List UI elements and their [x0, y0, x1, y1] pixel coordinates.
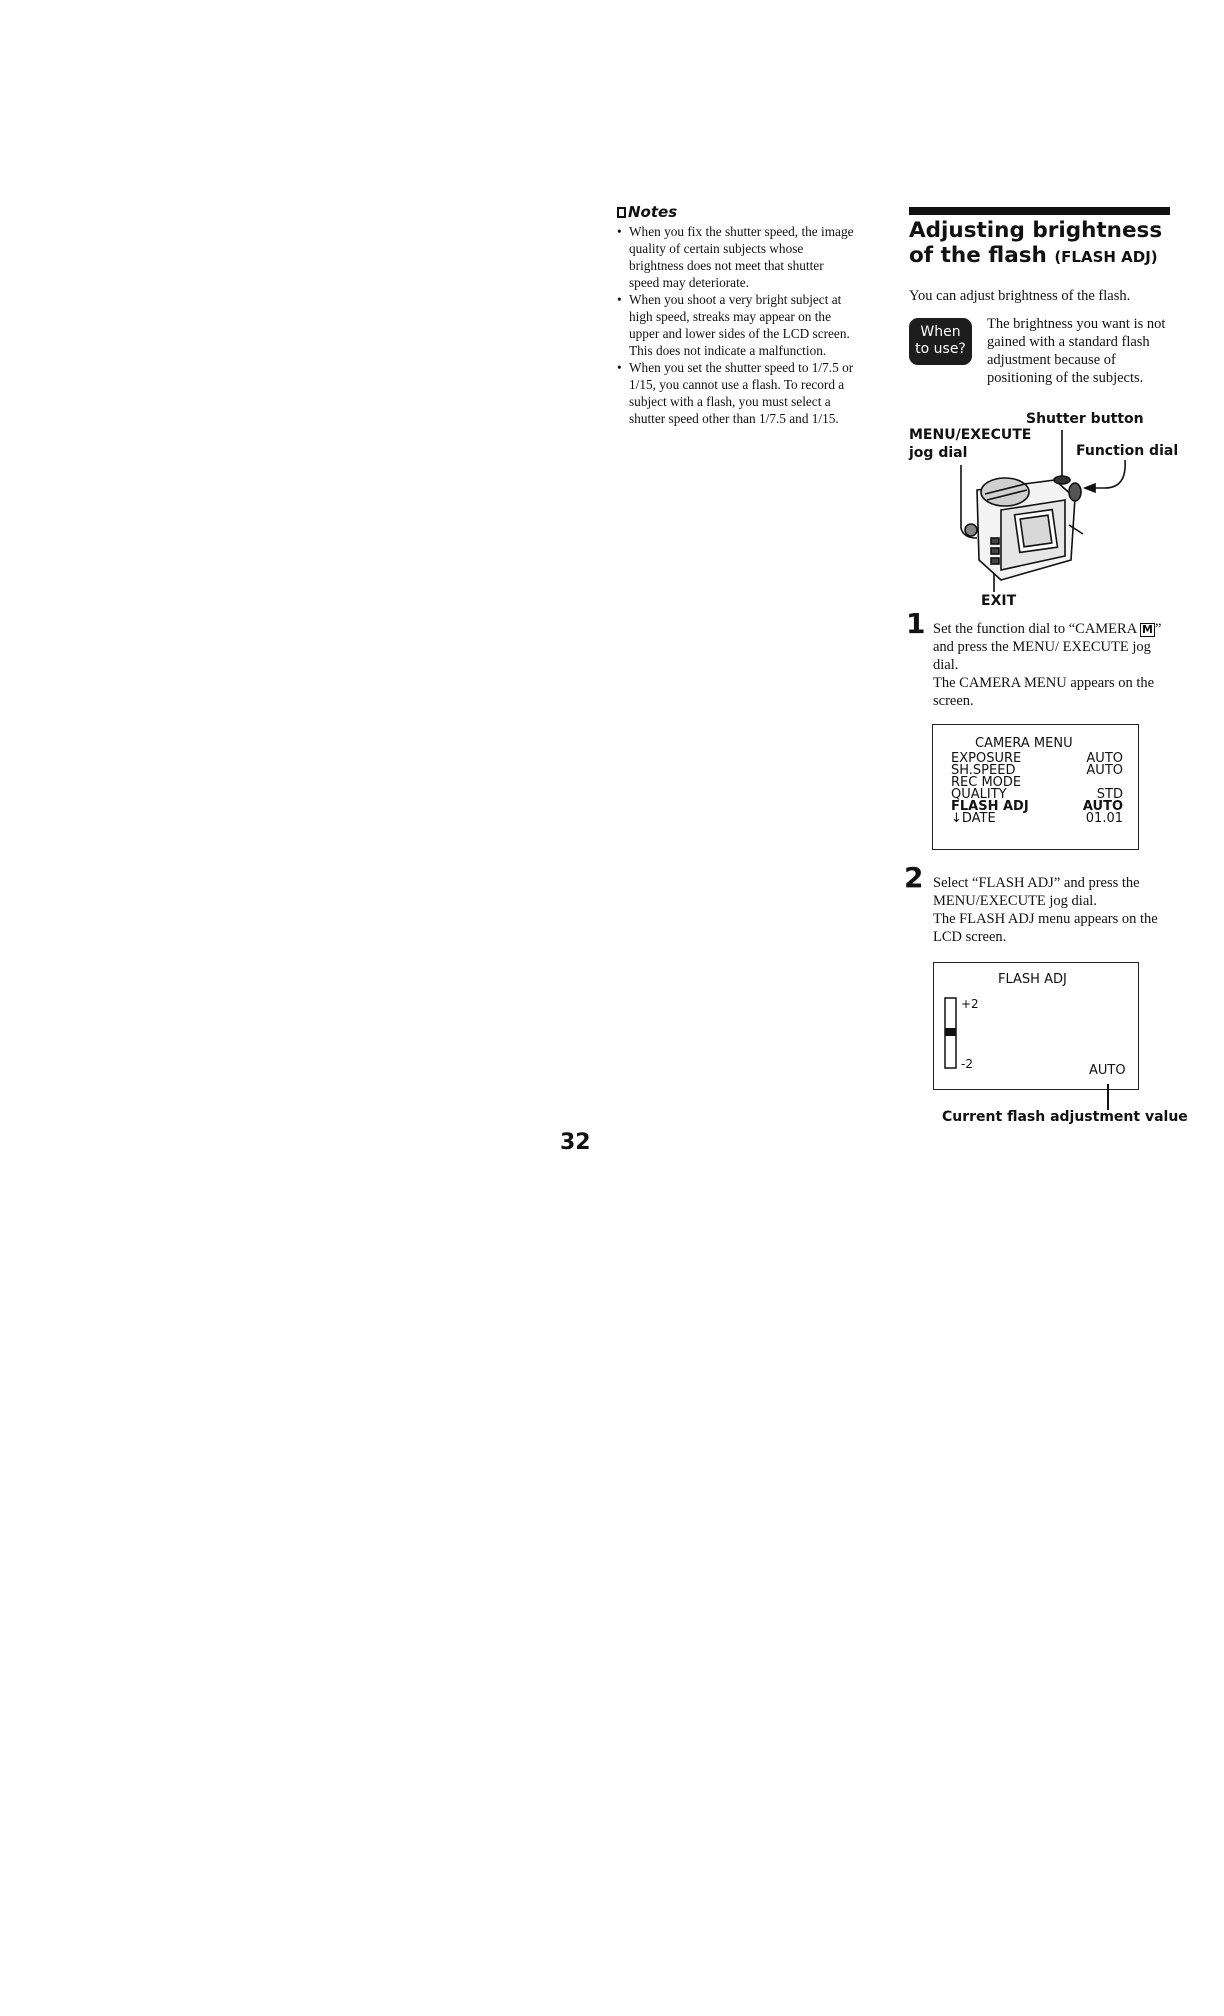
note-icon	[617, 207, 626, 218]
note-item: • When you fix the shutter speed, the image quality of certain subjects whose brightness does not meet that shutter speed may deteriorate.	[617, 223, 857, 291]
function-dial	[1069, 483, 1081, 501]
camera-illustration	[905, 410, 1175, 610]
caption-leader-line	[1107, 1084, 1109, 1110]
jog-dial	[965, 524, 977, 536]
when-to-use-text: The brightness you want is not gained with a standard flash adjustment because of positioning of the subjects.	[987, 316, 1166, 386]
shutter-button	[1054, 476, 1070, 484]
step-1-text-b: ” and press the MENU/ EXECUTE jog dial.	[933, 621, 1162, 673]
camera-menu-row-label: REC MODE	[951, 775, 1022, 790]
step-1-number: 1	[906, 607, 926, 640]
camera-menu-row-value: AUTO	[1086, 763, 1123, 778]
flash-adj-caption: Current flash adjustment value	[942, 1109, 1188, 1125]
notes-section	[617, 203, 857, 427]
when-to-use-badge	[909, 318, 972, 365]
when-badge-line1: When	[920, 324, 961, 340]
flash-level-indicator	[945, 1028, 956, 1036]
camera-menu-row-label: ↓DATE	[951, 811, 996, 826]
camera-m-icon: M	[1142, 623, 1153, 636]
camera-menu-title: CAMERA MENU	[975, 736, 1073, 751]
notes-list	[617, 223, 857, 427]
flash-adj-screen	[933, 962, 1139, 1090]
shutter-button-label: Shutter button	[1026, 411, 1144, 427]
section-intro: You can adjust brightness of the flash.	[909, 288, 1131, 304]
camera-menu-row-value: AUTO	[1082, 799, 1123, 814]
section-title	[909, 218, 1174, 270]
step-2-text	[933, 874, 1173, 946]
camera-menu-row-label: FLASH ADJ	[951, 799, 1029, 814]
camera-menu-row-value: AUTO	[1086, 751, 1123, 766]
notes-heading-row	[617, 203, 857, 221]
camera-menu-row-value: STD	[1096, 787, 1123, 802]
menu-execute-line1: MENU/EXECUTE	[909, 427, 1032, 443]
camera-menu-row-label: EXPOSURE	[951, 751, 1022, 766]
flash-adj-value: AUTO	[1089, 1063, 1126, 1078]
section-title-small: (FLASH ADJ)	[1054, 248, 1158, 266]
step-2-text-a: Select “FLASH ADJ” and press the MENU/EXECUTE jog dial.	[933, 875, 1140, 909]
flash-minus-label: -2	[961, 1057, 973, 1071]
side-button	[991, 548, 999, 554]
camera-menu-screen	[932, 724, 1139, 850]
note-item: • When you set the shutter speed to 1/7.5 or 1/15, you cannot use a flash. To record a subject with a flash, you must select a shutter speed other than 1/7.5 and 1/15.	[617, 359, 857, 427]
lcd-screen-inner	[1020, 515, 1052, 547]
step-2-number: 2	[904, 861, 924, 894]
when-badge-line2: to use?	[915, 341, 966, 357]
step-1-text-c: The CAMERA MENU appears on the screen.	[933, 675, 1155, 709]
camera-menu-row-value: 01.01	[1085, 811, 1123, 826]
page-number: 32	[560, 1130, 591, 1155]
exit-label: EXIT	[981, 593, 1017, 609]
step-2-text-b: The FLASH ADJ menu appears on the LCD screen.	[933, 911, 1158, 945]
section-title-main: Adjusting brightness of the flash	[909, 218, 1163, 268]
camera-menu-row-label: SH.SPEED	[951, 763, 1016, 778]
menu-execute-line2: jog dial	[909, 445, 968, 461]
function-dial-label: Function dial	[1076, 443, 1179, 459]
camera-menu-row-label: QUALITY	[951, 787, 1007, 802]
step-1-text-a: Set the function dial to “CAMERA	[933, 621, 1137, 637]
note-item: • When you shoot a very bright subject at high speed, streaks may appear on the upper and lower sides of the LCD screen. This does not indicate a malfunction.	[617, 291, 857, 359]
section-rule	[909, 207, 1170, 215]
step-1-text	[933, 620, 1173, 710]
flash-plus-label: +2	[961, 997, 979, 1011]
notes-heading: Notes	[628, 203, 678, 221]
flash-adj-title: FLASH ADJ	[998, 972, 1067, 987]
side-button	[991, 538, 999, 544]
side-button	[991, 558, 999, 564]
function-dial-arrow	[1085, 484, 1095, 492]
flash-level-bar	[944, 997, 958, 1069]
function-dial-leader	[1091, 460, 1125, 488]
camera-menu-row	[951, 813, 1123, 825]
